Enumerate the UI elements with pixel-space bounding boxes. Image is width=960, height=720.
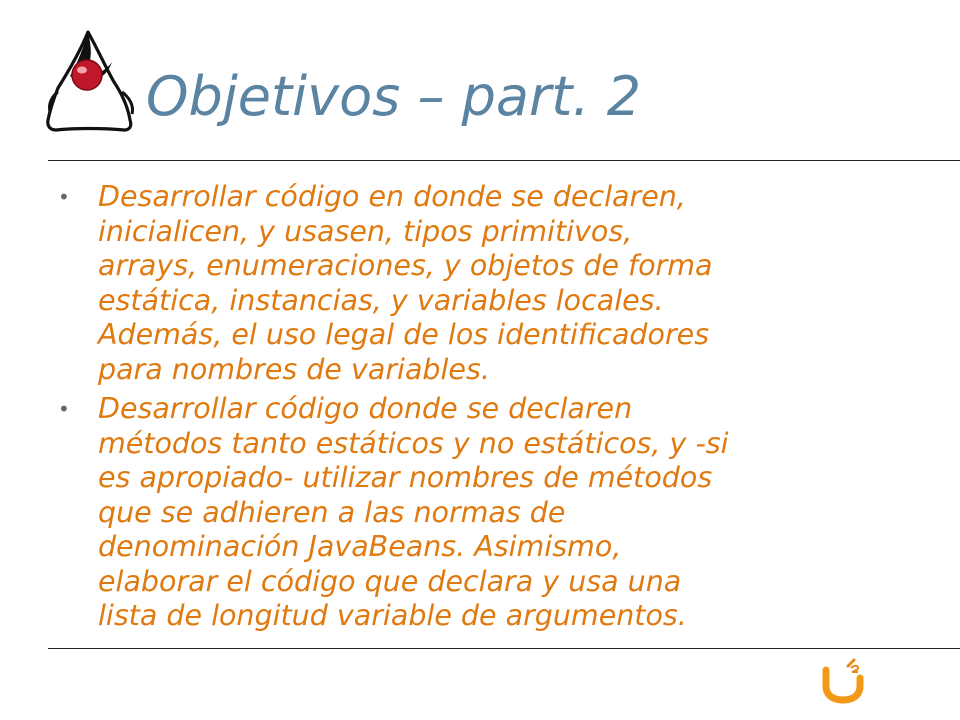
smile-brand-icon: [818, 656, 868, 704]
bullet-item: [58, 180, 878, 387]
bullet-item: [58, 392, 878, 634]
bullet-text: Desarrollar código en donde se declaren, inicialicen, y usasen, tipos primitivos, arrays, enumeraciones, y objetos de forma estática, instancias, y variables locales. Además, el uso legal de los identificadores para nombres de variables.: [98, 180, 713, 386]
bullet-marker: •: [58, 397, 70, 421]
bullet-marker: •: [58, 185, 70, 209]
bullet-list: [58, 180, 878, 639]
title-divider: [48, 160, 960, 161]
duke-logo-icon: [44, 28, 136, 136]
slide-title: Objetivos – part. 2: [146, 65, 642, 128]
bullet-text: Desarrollar código donde se declaren métodos tanto estáticos y no estáticos, y -si es apropiado- utilizar nombres de métodos que se adhieren a las normas de denominación JavaBeans. Asimismo, elaborar el código que declara y usa una lista de longitud variable de argumentos.: [98, 392, 729, 632]
footer-divider: [48, 648, 960, 649]
